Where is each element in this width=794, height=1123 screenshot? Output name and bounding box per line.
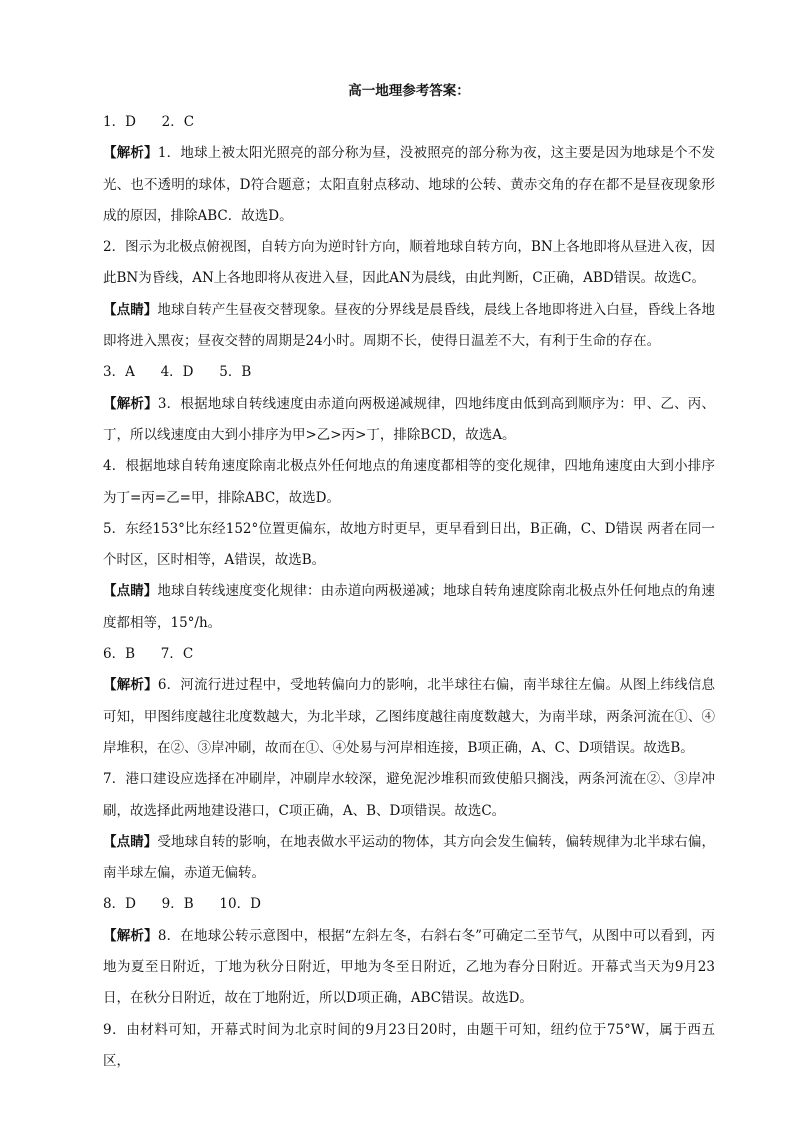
tip-text: 地球自转产生昼夜交替现象。昼夜的分界线是晨昏线，晨线上各地即将进入白昼，昏线上各地即将进入黑夜；昼夜交替的周期是24小时。周期不长，使得日温差不大，有利于生命的存在。 bbox=[103, 301, 716, 350]
analysis-1 bbox=[103, 138, 715, 232]
analysis-text: 8．在地球公转示意图中，根据“左斜左冬，右斜右冬”可确定二至节气，从图中可以看到，丙地为夏至日附近，丁地为秋分日附近，甲地为冬至日附近，乙地为春分日附近。开幕式当天为9月23日，在秋分日附近，故在丁地附近，所以D项正确，ABC错误。故选D。 bbox=[103, 927, 715, 1007]
tip-1 bbox=[103, 295, 715, 358]
tip-tag: 【点睛】 bbox=[103, 301, 158, 318]
tip-text: 地球自转线速度变化规律：由赤道向两极递减；地球自转角速度除南北极点外任何地点的角速度都相等，15°/h。 bbox=[103, 583, 716, 631]
tip-tag: 【点睛】 bbox=[103, 583, 158, 600]
explanation-9: 9．由材料可知，开幕式时间为北京时间的9月23日20时，由题干可知，纽约位于75°W，属于西五区， bbox=[103, 1021, 715, 1069]
analysis-text: 3．根据地球自转线速度由赤道向两极递减规律，四地纬度由低到高到顺序为：甲、乙、丙、丁，所以线速度由大到小排序为甲>乙>丙>丁，排除BCD，故选A。 bbox=[103, 395, 715, 443]
analysis-tag: 【解析】 bbox=[103, 927, 158, 944]
answers-6-7: 6．B 7．C bbox=[103, 646, 194, 663]
analysis-text: 6．河流行进过程中，受地转偏向力的影响，北半球往右偏，南半球往左偏。从图上纬线信息可知，甲图纬度越往北度数越大，为北半球，乙图纬度越往南度数越大，为南半球，两条河流在①、④岸堆积，在②、③岸冲刷，故而在①、④处易与河岸相连接，B项正确，A、C、D项错误。故选B。 bbox=[103, 677, 715, 756]
analysis-tag: 【解析】 bbox=[103, 145, 158, 162]
page-title: 高一地理参考答案： bbox=[348, 83, 470, 99]
analysis-6 bbox=[103, 670, 715, 764]
explanation-4: 4．根据地球自转角速度除南北极点外任何地点的角速度都相等的变化规律，四地角速度由大到小排序为丁=丙=乙=甲，排除ABC，故选D。 bbox=[103, 458, 715, 506]
answers-1-2: 1．D 2．C bbox=[103, 114, 195, 130]
analysis-tag: 【解析】 bbox=[103, 677, 158, 694]
explanation-2: 2．图示为北极点俯视图，自转方向为逆时针方向，顺着地球自转方向，BN上各地即将从昼进入夜，因此BN为昏线，AN上各地即将从夜进入昼，因此AN为晨线，由此判断，C正确，ABD错误。故选C。 bbox=[103, 239, 715, 287]
answer-sheet bbox=[103, 76, 715, 1077]
analysis-text: 1．地球上被太阳光照亮的部分称为昼，没被照亮的部分称为夜，这主要是因为地球是个不发光、也不透明的球体，D符合题意；太阳直射点移动、地球的公转、黄赤交角的存在都不是昼夜现象形成的原因，排除ABC．故选D。 bbox=[103, 145, 715, 224]
tip-tag: 【点睛】 bbox=[103, 833, 158, 850]
analysis-3 bbox=[103, 389, 715, 452]
analysis-8 bbox=[103, 921, 715, 1015]
answers-8-10: 8．D 9．B 10．D bbox=[103, 896, 261, 913]
explanation-5: 5．东经153°比东经152°位置更偏东，故地方时更早，更早看到日出，B正确，C、D错误 两者在同一个时区，区时相等，A错误，故选B。 bbox=[103, 520, 715, 569]
answers-3-5: 3．A 4．D 5．B bbox=[103, 364, 252, 381]
tip-3 bbox=[103, 827, 715, 890]
tip-text: 受地球自转的影响，在地表做水平运动的物体，其方向会发生偏转，偏转规律为北半球右偏，南半球左偏，赤道无偏转。 bbox=[103, 833, 716, 882]
analysis-tag: 【解析】 bbox=[103, 395, 158, 412]
explanation-7: 7．港口建设应选择在冲刷岸，冲刷岸水较深，避免泥沙堆积而致使船只搁浅，两条河流在②、③岸冲刷，故选择此两地建设港口，C项正确，A、B、D项错误。故选C。 bbox=[103, 771, 715, 819]
tip-2 bbox=[103, 576, 715, 639]
